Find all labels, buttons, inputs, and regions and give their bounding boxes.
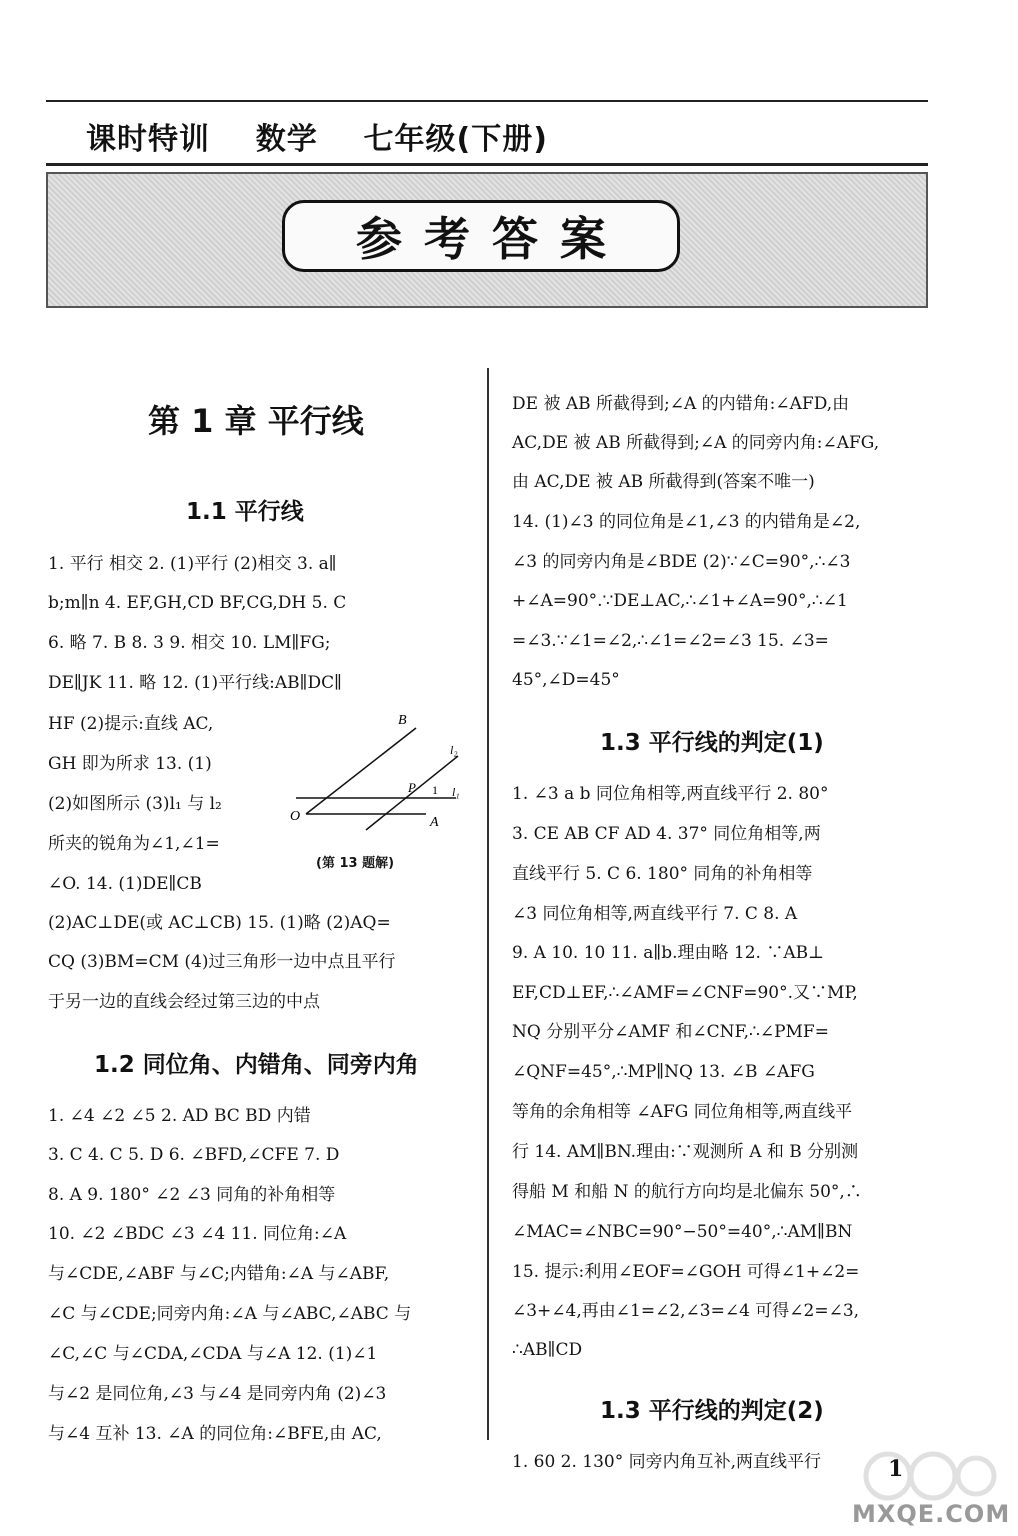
label-o: O xyxy=(290,809,301,824)
answer-line: EF,CD⊥EF,∴∠AMF=∠CNF=90°.又∵MP, xyxy=(512,983,858,1003)
answer-line: +∠A=90°.∵DE⊥AC,∴∠1+∠A=90°,∴∠1 xyxy=(512,591,848,611)
banner-frame xyxy=(282,200,680,272)
banner-title: 参考答案 xyxy=(356,212,628,266)
answer-banner xyxy=(46,172,928,308)
answer-line: ∠3 的同旁内角是∠BDE (2)∵∠C=90°,∴∠3 xyxy=(512,552,851,572)
answer-line: ∠C 与∠CDE;同旁内角:∠A 与∠ABC,∠ABC 与 xyxy=(48,1304,412,1324)
answer-line: 1. 平行 相交 2. (1)平行 (2)相交 3. a∥ xyxy=(48,554,337,574)
figure-caption: (第 13 题解) xyxy=(316,856,395,871)
answer-line: 14. (1)∠3 的同位角是∠1,∠3 的内错角是∠2, xyxy=(512,512,861,532)
book-title: 课时特训 数学 七年级(下册) xyxy=(86,122,548,157)
answer-line: ∠3 同位角相等,两直线平行 7. C 8. A xyxy=(512,904,798,924)
answer-line: 9. A 10. 10 11. a∥b.理由略 12. ∵AB⊥ xyxy=(512,943,825,963)
answer-line: 由 AC,DE 被 AB 所截得到(答案不唯一) xyxy=(512,472,815,492)
chapter-title: 第 1 章 平行线 xyxy=(148,402,364,440)
label-l1: l₁ xyxy=(452,785,460,799)
answer-line: ∠QNF=45°,∴MP∥NQ 13. ∠B ∠AFG xyxy=(512,1062,815,1082)
answer-line: (2)AC⊥DE(或 AC⊥CB) 15. (1)略 (2)AQ= xyxy=(48,913,391,933)
answer-line: 6. 略 7. B 8. 3 9. 相交 10. LM∥FG; xyxy=(48,633,331,653)
label-angle-1: 1 xyxy=(432,783,438,797)
answer-line: 与∠CDE,∠ABF 与∠C;内错角:∠A 与∠ABF, xyxy=(48,1264,390,1284)
answer-line: 得船 M 和船 N 的航行方向均是北偏东 50°,∴ xyxy=(512,1182,862,1202)
section-title-1-3-part2: 1.3 平行线的判定(2) xyxy=(600,1398,824,1424)
answer-line: ∠3+∠4,再由∠1=∠2,∠3=∠4 可得∠2=∠3, xyxy=(512,1301,860,1321)
answer-line: CQ (3)BM=CM (4)过三角形一边中点且平行 xyxy=(48,952,396,972)
answer-line: 与∠4 互补 13. ∠A 的同位角:∠BFE,由 AC, xyxy=(48,1424,382,1444)
watermark-text: MXQE.COM xyxy=(852,1500,1011,1528)
answer-line: 3. C 4. C 5. D 6. ∠BFD,∠CFE 7. D xyxy=(48,1145,340,1165)
geometry-figure xyxy=(286,708,466,868)
label-p: P xyxy=(408,780,416,795)
answer-line: GH 即为所求 13. (1) xyxy=(48,754,212,774)
answer-line: =∠3.∵∠1=∠2,∴∠1=∠2=∠3 15. ∠3= xyxy=(512,631,829,651)
answer-line: 1. ∠3 a b 同位角相等,两直线平行 2. 80° xyxy=(512,784,829,804)
answer-line: b;m∥n 4. EF,GH,CD BF,CG,DH 5. C xyxy=(48,593,347,613)
answer-line: ∠MAC=∠NBC=90°−50°=40°,∴AM∥BN xyxy=(512,1222,853,1242)
answer-line: DE∥JK 11. 略 12. (1)平行线:AB∥DC∥ xyxy=(48,673,343,693)
answer-line: 15. 提示:利用∠EOF=∠GOH 可得∠1+∠2= xyxy=(512,1262,860,1282)
answer-line: 行 14. AM∥BN.理由:∵观测所 A 和 B 分别测 xyxy=(512,1142,859,1162)
answer-line: 1. 60 2. 130° 同旁内角互补,两直线平行 xyxy=(512,1452,822,1472)
answer-line: 所夹的锐角为∠1,∠1= xyxy=(48,834,220,854)
answer-line: NQ 分别平分∠AMF 和∠CNF,∴∠PMF= xyxy=(512,1022,829,1042)
section-title-1-3-part1: 1.3 平行线的判定(1) xyxy=(600,730,824,756)
answer-line: DE 被 AB 所截得到;∠A 的内错角:∠AFD,由 xyxy=(512,394,850,414)
column-divider xyxy=(487,368,489,1440)
answer-line: ∠C,∠C 与∠CDA,∠CDA 与∠A 12. (1)∠1 xyxy=(48,1344,378,1364)
answer-line: AC,DE 被 AB 所截得到;∠A 的同旁内角:∠AFG, xyxy=(512,433,880,453)
section-title-1-1: 1.1 平行线 xyxy=(186,499,304,525)
answer-line: ∴AB∥CD xyxy=(512,1340,583,1360)
label-b: B xyxy=(398,713,407,728)
answer-line: ∠O. 14. (1)DE∥CB xyxy=(48,874,202,894)
label-l2: l₂ xyxy=(450,743,458,757)
section-title-1-2: 1.2 同位角、内错角、同旁内角 xyxy=(94,1052,419,1078)
answer-line: 3. CE AB CF AD 4. 37° 同位角相等,两 xyxy=(512,824,821,844)
label-a: A xyxy=(430,815,439,830)
answer-line: 于另一边的直线会经过第三边的中点 xyxy=(48,992,320,1012)
answer-line: 等角的余角相等 ∠AFG 同位角相等,两直线平 xyxy=(512,1102,853,1122)
answer-line: HF (2)提示:直线 AC, xyxy=(48,714,214,734)
book-header xyxy=(46,100,928,166)
answer-line: 45°,∠D=45° xyxy=(512,670,620,690)
answer-line: 10. ∠2 ∠BDC ∠3 ∠4 11. 同位角:∠A xyxy=(48,1224,347,1244)
page-number: 1 xyxy=(888,1456,904,1482)
answer-line: 8. A 9. 180° ∠2 ∠3 同角的补角相等 xyxy=(48,1185,336,1205)
answer-line: 1. ∠4 ∠2 ∠5 2. AD BC BD 内错 xyxy=(48,1106,311,1126)
answer-line: (2)如图所示 (3)l₁ 与 l₂ xyxy=(48,794,222,814)
answer-line: 直线平行 5. C 6. 180° 同角的补角相等 xyxy=(512,864,813,884)
answer-line: 与∠2 是同位角,∠3 与∠4 是同旁内角 (2)∠3 xyxy=(48,1384,387,1404)
ray-ob xyxy=(306,728,416,814)
